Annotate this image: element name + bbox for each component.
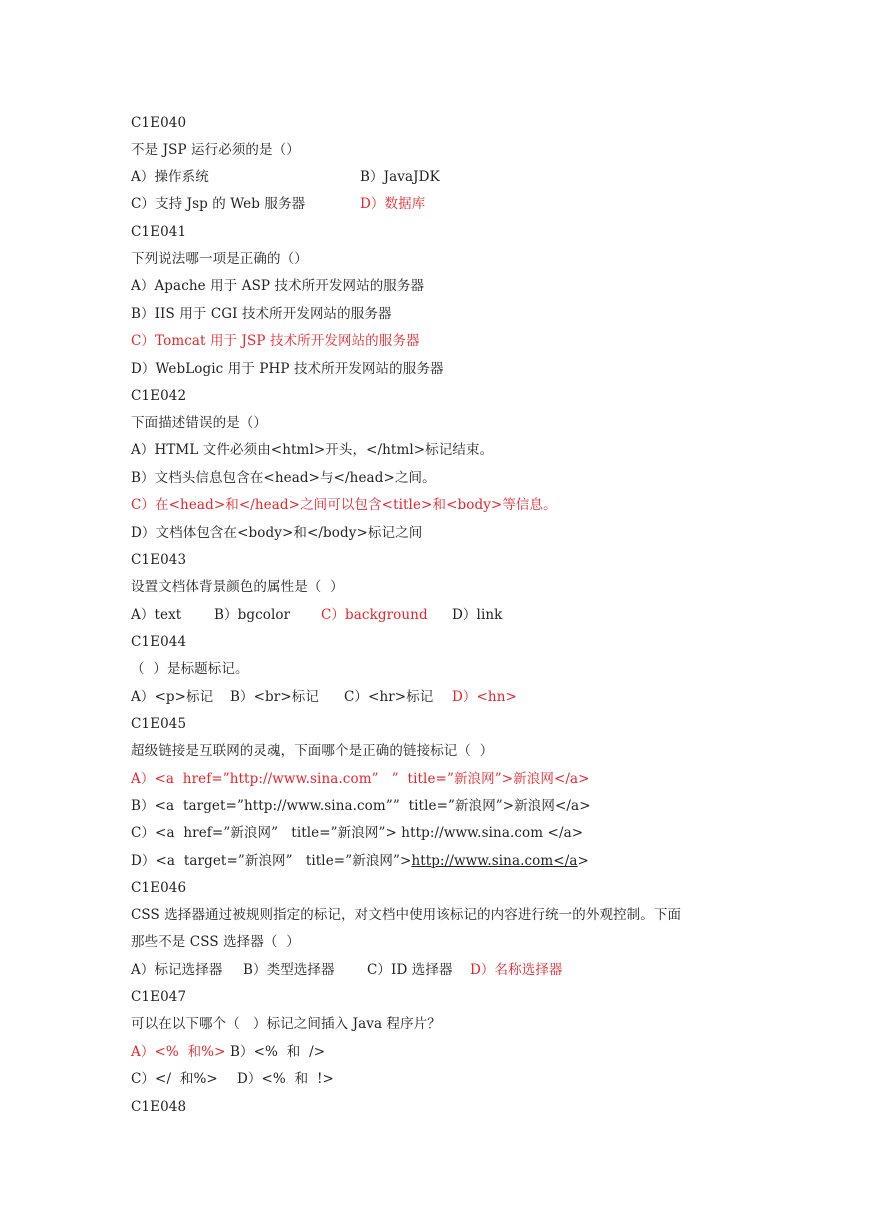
option-c: C）ID 选择器 — [367, 962, 453, 978]
option-a-answer: A）<a href=”http://www.sina.com” ” title=”新浪网”>新浪网</a> — [131, 771, 590, 787]
question-id: C1E048 — [131, 1099, 187, 1115]
option-d: D）<% 和 !> — [237, 1071, 334, 1087]
question-stem: 不是 JSP 运行必须的是（） — [131, 142, 300, 158]
option-d: D）文档体包含在<body>和</body>标记之间 — [131, 525, 423, 541]
option-d-answer: D）<hn> — [452, 689, 517, 705]
option-d: D）WebLogic 用于 PHP 技术所开发网站的服务器 — [131, 361, 444, 377]
question-stem-line1: CSS 选择器通过被规则指定的标记，对文档中使用该标记的内容进行统一的外观控制。下面 — [131, 907, 682, 923]
question-id: C1E046 — [131, 880, 187, 896]
option-c: C）<a href=”新浪网” title=”新浪网”> http://www.sina.com </a> — [131, 825, 584, 841]
question-stem-line2: 那些不是 CSS 选择器（ ） — [131, 934, 300, 950]
question-stem: 超级链接是互联网的灵魂，下面哪个是正确的链接标记（ ） — [131, 743, 494, 759]
option-c: C）支持 Jsp 的 Web 服务器 — [131, 196, 306, 212]
question-id: C1E043 — [131, 552, 187, 568]
option-b: B）<br>标记 — [230, 689, 319, 705]
option-a: A）Apache 用于 ASP 技术所开发网站的服务器 — [131, 278, 425, 294]
question-id: C1E041 — [131, 224, 187, 240]
option-d-link[interactable]: http://www.sina.com</a — [411, 853, 578, 869]
question-id: C1E040 — [131, 115, 187, 131]
question-stem: 可以在以下哪个（ ）标记之间插入 Java 程序片？ — [131, 1016, 441, 1032]
option-b: B）<% 和 /> — [230, 1044, 326, 1060]
option-d — [131, 852, 589, 870]
option-c-answer: C）在<head>和</head>之间可以包含<title>和<body>等信息。 — [131, 497, 557, 513]
option-b: B）文档头信息包含在<head>与</head>之间。 — [131, 470, 436, 486]
question-id: C1E044 — [131, 634, 187, 650]
option-a: A）<p>标记 — [131, 689, 214, 705]
option-d-suffix: > — [577, 853, 589, 869]
option-b: B）JavaJDK — [360, 169, 440, 185]
option-a: A）标记选择器 — [131, 962, 223, 978]
option-b: B）bgcolor — [214, 607, 291, 623]
option-d-answer: D）数据库 — [360, 196, 426, 212]
option-c-answer: C）Tomcat 用于 JSP 技术所开发网站的服务器 — [131, 333, 420, 349]
question-stem: 设置文档体背景颜色的属性是（ ） — [131, 579, 344, 595]
option-a-answer: A）<% 和%> — [131, 1044, 226, 1060]
option-d-text: D）<a target=”新浪网” title=”新浪网”> — [131, 853, 412, 869]
option-c: C）<hr>标记 — [344, 689, 434, 705]
option-d: D）link — [452, 607, 503, 623]
question-stem: 下列说法哪一项是正确的（） — [131, 251, 308, 267]
question-id: C1E042 — [131, 388, 187, 404]
option-d-answer: D）名称选择器 — [470, 962, 563, 978]
option-b: B）类型选择器 — [243, 962, 335, 978]
option-a: A）操作系统 — [131, 169, 209, 185]
question-id: C1E047 — [131, 989, 187, 1005]
option-c: C）</ 和%> — [131, 1071, 218, 1087]
question-stem: （ ）是标题标记。 — [131, 661, 249, 677]
option-b: B）<a target=”http://www.sina.com”” title=”新浪网”>新浪网</a> — [131, 798, 591, 814]
option-a: A）HTML 文件必须由<html>开头，</html>标记结束。 — [131, 442, 494, 458]
option-b: B）IIS 用于 CGI 技术所开发网站的服务器 — [131, 306, 392, 322]
option-c-answer: C）background — [321, 607, 428, 623]
option-a: A）text — [131, 607, 182, 623]
question-stem: 下面描述错误的是（） — [131, 415, 267, 431]
question-id: C1E045 — [131, 716, 187, 732]
